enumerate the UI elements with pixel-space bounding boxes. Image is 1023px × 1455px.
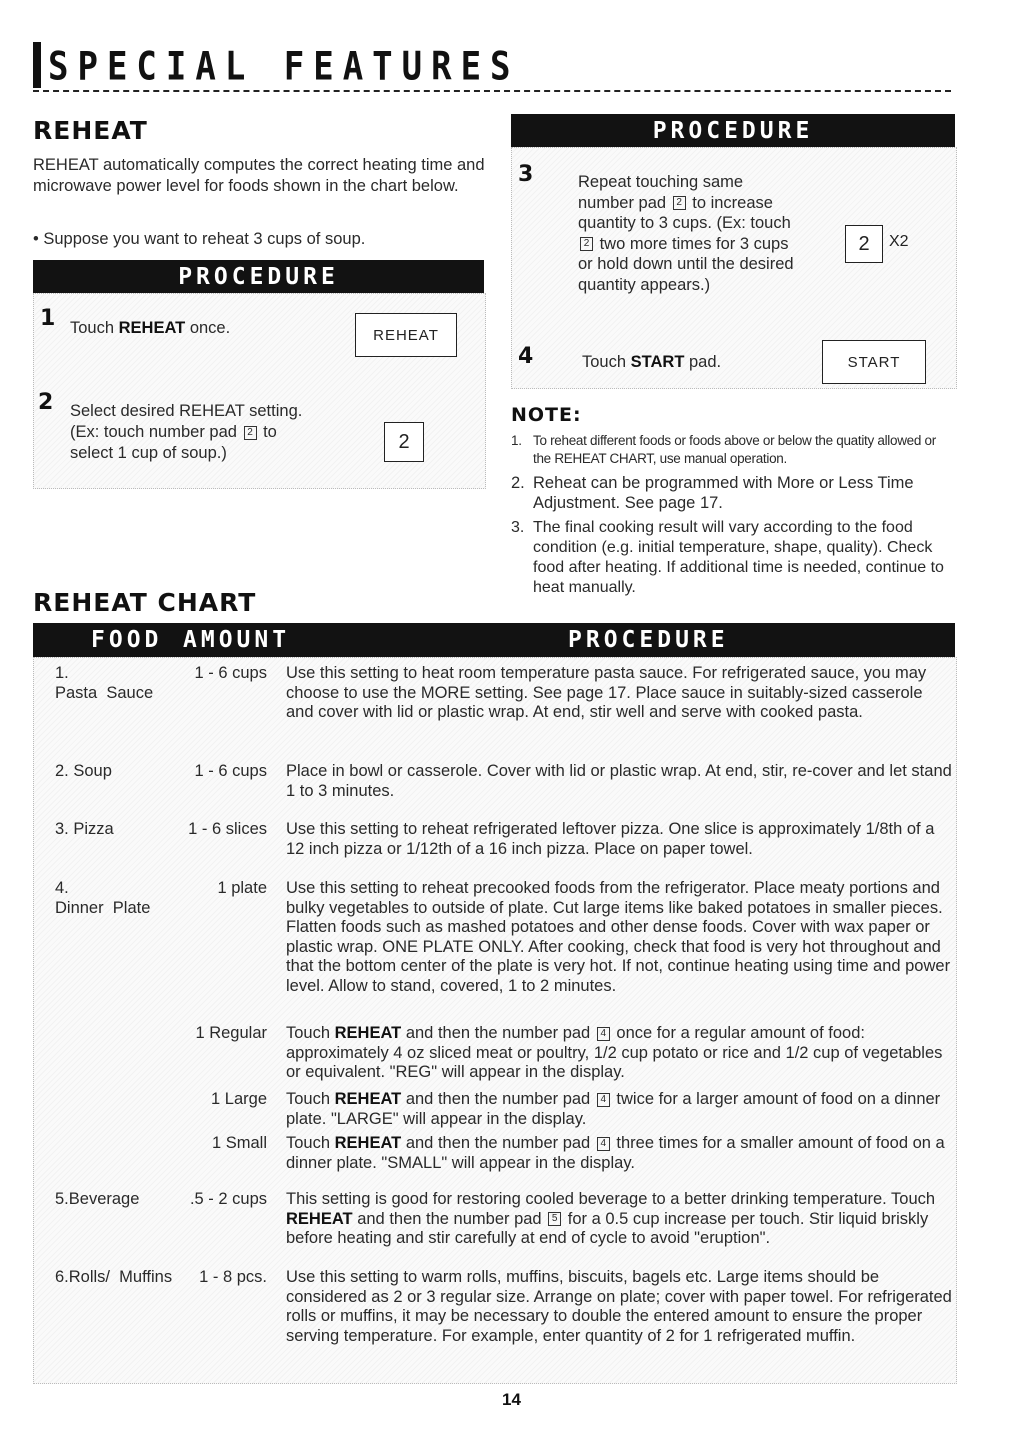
step-1-number: 1 [40, 306, 56, 331]
note-item: 2. Reheat can be programmed with More or Less Time Adjustment. See page 17. [511, 474, 914, 512]
amount-cell: 1 plate [217, 879, 267, 897]
step-3-text: Repeat touching same number pad 2 to increase quantity to 3 cups. (Ex: touch 2 two more times for 3 cups or hold down until the desired quantity appears.) [578, 173, 794, 294]
start-key-label: START [847, 353, 901, 371]
procedure-label-right: PROCEDURE [652, 117, 814, 144]
note-item: 3. The final cooking result will vary according to the food condition (e.g. initial temperature, shape, quality). Check food after heating. If additional time is needed, continue to heat manually. [511, 519, 944, 596]
number-pad-2-button[interactable] [384, 422, 424, 462]
amount-cell: 1 - 8 pcs. [199, 1268, 267, 1286]
table-row [55, 762, 955, 804]
step-2-text: Select desired REHEAT setting. (Ex: touch number pad 2 to select 1 cup of soup.) [70, 402, 303, 462]
pad-4-icon: 4 [597, 1137, 610, 1151]
reheat-chart-heading: REHEAT CHART [33, 588, 257, 617]
food-cell: 2. Soup [55, 762, 112, 780]
pad-2-icon: 2 [580, 237, 593, 251]
col-food-header: FOOD [91, 627, 163, 653]
section-marker [33, 42, 41, 88]
note-list [511, 432, 956, 603]
step-4-number: 4 [518, 344, 534, 369]
reheat-key-label: REHEAT [373, 326, 439, 344]
number-pad-2-label: 2 [398, 430, 410, 453]
procedure-cell: Touch REHEAT and then the number pad 4 once for a regular amount of food: approximately 4 oz sliced meat or poultry, 1/2 cup potato or rice and 1/2 cup of vegetables or equivalent. "REG" will appear in the display. [286, 1024, 943, 1081]
page-number: 14 [502, 1390, 521, 1409]
procedure-cell: Touch REHEAT and then the number pad 4 twice for a larger amount of food on a dinner plate. "LARGE" will appear in the display. [286, 1090, 941, 1128]
reheat-example: • Suppose you want to reheat 3 cups of soup. [33, 230, 366, 248]
col-procedure-header: PROCEDURE [568, 627, 729, 653]
pad-2-icon: 2 [244, 426, 257, 440]
food-cell: 6.Rolls/ Muffins [55, 1268, 173, 1286]
pad-4-icon: 4 [597, 1093, 610, 1107]
procedure-cell: Use this setting to reheat refrigerated leftover pizza. One slice is approximately 1/8th of a 12 inch pizza or 1/12th of a 16 inch pizza. Place on paper towel. [286, 820, 935, 858]
amount-cell: 1 - 6 cups [194, 762, 267, 780]
amount-cell: 1 - 6 slices [188, 820, 267, 838]
reheat-key-button[interactable] [355, 313, 457, 357]
procedure-bar-left [33, 260, 484, 293]
procedure-cell: This setting is good for restoring cooled beverage to a better drinking temperature. Touch REHEAT and then the number pad 5 for a 0.5 cup increase per touch. Stir liquid briskly before heating and stir carefully at end of cycle to avoid "eruption". [286, 1190, 936, 1247]
step-2-number: 2 [38, 390, 54, 415]
step-1-text: Touch REHEAT once. [70, 319, 231, 337]
reheat-heading: REHEAT [33, 116, 148, 145]
pad-4-icon: 4 [597, 1027, 610, 1041]
amount-cell: 1 Small [211, 1134, 267, 1152]
start-key-button[interactable] [822, 340, 926, 384]
table-row [55, 1268, 955, 1368]
amount-cell: .5 - 2 cups [189, 1190, 267, 1208]
number-pad-2-label: 2 [858, 232, 870, 255]
section-title: SPECIAL FEATURES [48, 44, 520, 90]
food-cell: 4. Dinner Plate [55, 879, 151, 917]
dashed-rule [33, 90, 951, 92]
pad-2-icon: 2 [673, 196, 686, 210]
repeat-count-label: X2 [889, 233, 909, 250]
procedure-cell: Place in bowl or casserole. Cover with lid or plastic wrap. At end, stir, re-cover and let stand 1 to 3 minutes. [286, 762, 952, 800]
amount-cell: 1 Large [211, 1090, 267, 1108]
food-cell: 3. Pizza [55, 820, 114, 838]
table-row [55, 1024, 955, 1084]
note-item: 1. To reheat different foods or foods above or below the quatity allowed or the REHEAT CHART, use manual operation. [511, 433, 936, 466]
note-heading: NOTE: [511, 404, 582, 426]
reheat-intro: REHEAT automatically computes the correct heating time and microwave power level for foods shown in the chart below. [33, 156, 485, 195]
chart-header-bar [33, 623, 955, 657]
procedure-bar-right [511, 114, 955, 147]
pad-5-icon: 5 [548, 1212, 561, 1226]
amount-cell: 1 - 6 cups [194, 664, 267, 682]
table-row [55, 664, 955, 744]
step-4-text: Touch START pad. [582, 353, 722, 371]
table-row [55, 1090, 955, 1130]
procedure-cell: Use this setting to warm rolls, muffins, biscuits, bagels etc. Large items should be considered as 2 or 3 regular size. Arrange on plate; cover with paper towel. For refrigerated rolls or muffins, it may be necessary to double the entered amount to ensure the proper serving temperature. For example, enter quantity of 2 for 1 refrigerated muffin. [286, 1268, 952, 1345]
table-row [55, 879, 955, 1019]
number-pad-2-button-step3[interactable] [845, 225, 883, 263]
step-3-number: 3 [518, 162, 534, 187]
table-row [55, 820, 955, 862]
procedure-label: PROCEDURE [178, 263, 339, 290]
table-row [55, 1134, 955, 1174]
food-cell: 1. Pasta Sauce [55, 664, 154, 702]
col-amount-header: AMOUNT [183, 627, 291, 653]
amount-cell: 1 Regular [195, 1024, 267, 1042]
food-cell: 5.Beverage [55, 1190, 140, 1208]
procedure-cell: Use this setting to heat room temperature pasta sauce. For refrigerated sauce, you may choose to use the MORE setting. See page 17. Place sauce in suitably-sized casserole and cover with lid or plastic wrap. At end, stir well and serve with cooked pasta. [286, 664, 927, 721]
procedure-cell: Use this setting to reheat precooked foods from the refrigerator. Place meaty portions and bulky vegetables to outside of plate. Cut large items like baked potatoes in smaller pieces. Flatten foods such as mashed potatoes and other dense foods. Cover with wax paper or plastic wrap. ONE PLATE ONLY. After cooking, check that food is very hot throughout and that the bottom center of the plate is very hot. If not, continue heating using time and power level. Allow to stand, covered, 1 to 2 minutes. [286, 879, 951, 995]
procedure-cell: Touch REHEAT and then the number pad 4 three times for a smaller amount of food on a dinner plate. "SMALL" will appear in the display. [286, 1134, 945, 1172]
table-row [55, 1190, 955, 1250]
